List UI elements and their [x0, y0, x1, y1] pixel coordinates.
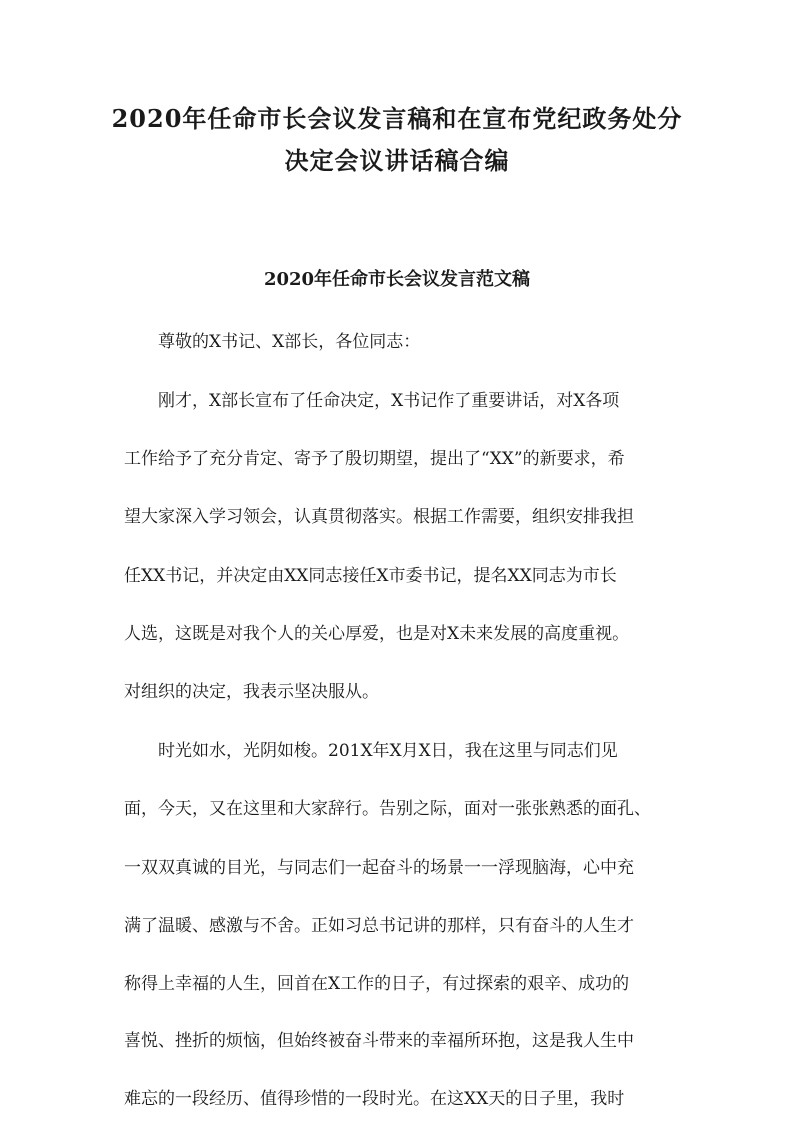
- paragraph-line: 对组织的决定，我表示坚决服从。: [124, 682, 379, 702]
- document-title-line-1: 2020年任命市长会议发言稿和在宣布党纪政务处分: [111, 104, 683, 133]
- salutation: 尊敬的X书记、X部长，各位同志：: [158, 332, 421, 352]
- paragraph-line: 满了温暖、感激与不舍。正如习总书记讲的那样，只有奋斗的人生才: [124, 916, 634, 936]
- paragraph-line: 人选，这既是对我个人的关心厚爱，也是对X未来发展的高度重视。: [124, 624, 630, 644]
- paragraph-line: 面，今天，又在这里和大家辞行。告别之际，面对一张张熟悉的面孔、: [124, 799, 651, 819]
- paragraph-line: 难忘的一段经历、值得珍惜的一段时光。在这XX天的日子里，我时: [124, 1089, 625, 1109]
- paragraph-line: 一双双真诚的目光，与同志们一起奋斗的场景一一浮现脑海，心中充: [124, 858, 634, 878]
- paragraph-line: 工作给予了充分肯定、寄予了殷切期望，提出了“XX”的新要求，希: [124, 449, 625, 469]
- document-title-line-2: 决定会议讲话稿合编: [284, 146, 510, 175]
- paragraph-line: 刚才，X部长宣布了任命决定，X书记作了重要讲话，对X各项: [158, 391, 620, 411]
- section-title: 2020年任命市长会议发言范文稿: [263, 269, 531, 290]
- paragraph-line: 喜悦、挫折的烦恼，但始终被奋斗带来的幸福所环抱，这是我人生中: [124, 1031, 634, 1051]
- paragraph-line: 望大家深入学习领会，认真贯彻落实。根据工作需要，组织安排我担: [124, 507, 634, 527]
- paragraph-line: 称得上幸福的人生，回首在X工作的日子，有过探索的艰辛、成功的: [124, 974, 630, 994]
- paragraph-line: 时光如水，光阴如梭。201X年X月X日，我在这里与同志们见: [158, 741, 618, 761]
- paragraph-line: 任XX书记，并决定由XX同志接任X市委书记，提名XX同志为市长: [124, 566, 617, 586]
